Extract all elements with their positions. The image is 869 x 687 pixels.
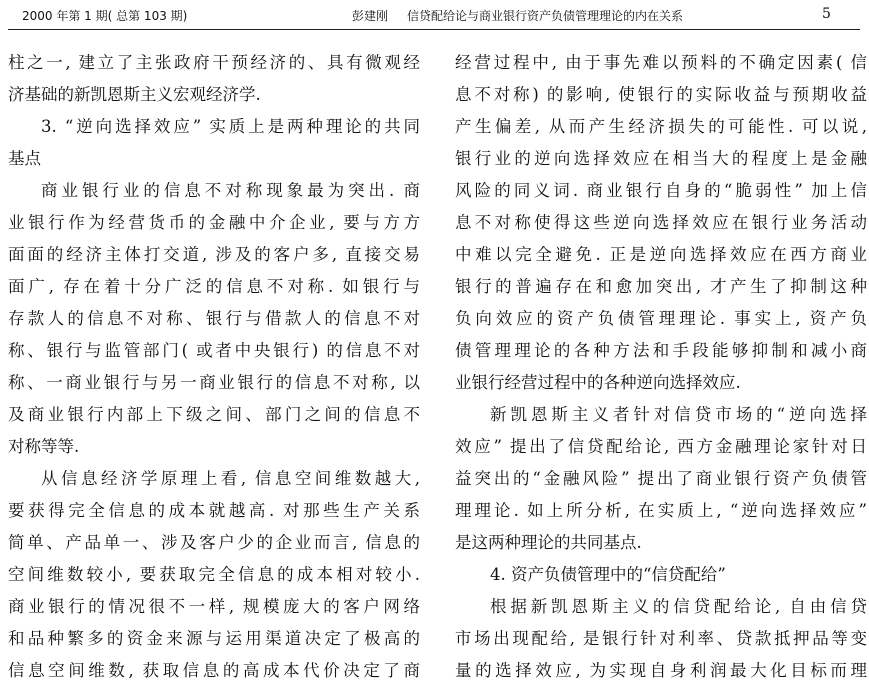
text-line: 产生偏差, 从而产生经济损失的可能性. 可以说,	[455, 117, 867, 136]
journal-issue: 2000 年第 1 期( 总第 103 期)	[22, 9, 188, 23]
text-line: 空间维数较小, 要获取完全信息的成本相对较小.	[8, 565, 420, 584]
text-line: 对称等等.	[8, 437, 80, 456]
header-rule	[8, 29, 860, 30]
text-line: 商业银行业的信息不对称现象最为突出. 商	[41, 181, 420, 200]
text-line: 益突出的“金融风险” 提出了商业银行资产负债管	[455, 469, 867, 488]
text-line: 面广, 存在着十分广泛的信息不对称. 如银行与	[8, 277, 420, 296]
text-line: 根据新凯恩斯主义的信贷配给论, 自由信贷	[490, 597, 867, 616]
section-heading-3-cont: 基点	[8, 149, 41, 168]
section-heading-4: 4. 资产负债管理中的“信贷配给”	[490, 565, 726, 584]
text-line: 要获得完全信息的成本就越高. 对那些生产关系	[8, 501, 420, 520]
text-line: 银行的普遍存在和愈加突出, 才产生了抑制这种	[455, 277, 867, 296]
text-line: 理理论. 如上所分析, 在实质上, “逆向选择效应”	[455, 501, 867, 520]
text-line: 称、银行与监管部门( 或者中央银行) 的信息不对	[8, 341, 420, 360]
text-line: 负向效应的资产负债管理理论. 事实上, 资产负	[455, 309, 867, 328]
text-line: 是这两种理论的共同基点.	[455, 533, 642, 552]
text-line: 济基础的新凯恩斯主义宏观经济学.	[8, 85, 261, 104]
text-line: 业银行经营过程中的各种逆向选择效应.	[455, 373, 741, 392]
text-line: 面面的经济主体打交道, 涉及的客户多, 直接交易	[8, 245, 420, 264]
text-line: 存款人的信息不对称、银行与借款人的信息不对	[8, 309, 420, 328]
text-line: 信息空间维数, 获取信息的高成本代价决定了商	[8, 661, 420, 680]
text-line: 银行业的逆向选择效应在相当大的程度上是金融	[455, 149, 867, 168]
text-line: 市场出现配给, 是银行针对利率、贷款抵押品等变	[455, 629, 867, 648]
text-line: 新凯恩斯主义者针对信贷市场的“逆向选择	[490, 405, 867, 424]
text-line: 和品种繁多的资金来源与运用渠道决定了极高的	[8, 629, 420, 648]
text-line: 商业银行的情况很不一样, 规模庞大的客户网络	[8, 597, 420, 616]
text-line: 称、一商业银行与另一商业银行的信息不对称, 以	[8, 373, 420, 392]
text-line: 风险的同义词. 商业银行自身的“脆弱性” 加上信	[455, 181, 867, 200]
text-line: 及商业银行内部上下级之间、部门之间的信息不	[8, 405, 420, 424]
section-heading-3: 3. “逆向选择效应” 实质上是两种理论的共同	[41, 117, 420, 136]
text-line: 息不对称使得这些逆向选择效应在银行业务活动	[455, 213, 867, 232]
text-line: 量的选择效应, 为实现自身利润最大化目标而理	[455, 661, 867, 680]
text-line: 业银行作为经营货币的金融中介企业, 要与方方	[8, 213, 420, 232]
text-line: 息不对称) 的影响, 使银行的实际收益与预期收益	[455, 85, 867, 104]
text-line: 经营过程中, 由于事先难以预料的不确定因素( 信	[455, 53, 867, 72]
page-number: 5	[822, 6, 831, 22]
text-line: 简单、产品单一、涉及客户少的企业而言, 信息的	[8, 533, 420, 552]
running-header	[0, 0, 869, 30]
text-line: 效应” 提出了信贷配给论, 西方金融理论家针对日	[455, 437, 867, 456]
text-line: 债管理理论的各种方法和手段能够抑制和减小商	[455, 341, 867, 360]
text-line: 柱之一, 建立了主张政府干预经济的、具有微观经	[8, 53, 420, 72]
text-line: 中难以完全避免. 正是逆向选择效应在西方商业	[455, 245, 867, 264]
right-column	[455, 47, 867, 687]
article-title: 信贷配给论与商业银行资产负债管理理论的内在关系	[407, 9, 684, 23]
text-line: 从信息经济学原理上看, 信息空间维数越大,	[41, 469, 420, 488]
left-column	[8, 47, 420, 687]
article-author: 彭建刚	[352, 9, 389, 23]
